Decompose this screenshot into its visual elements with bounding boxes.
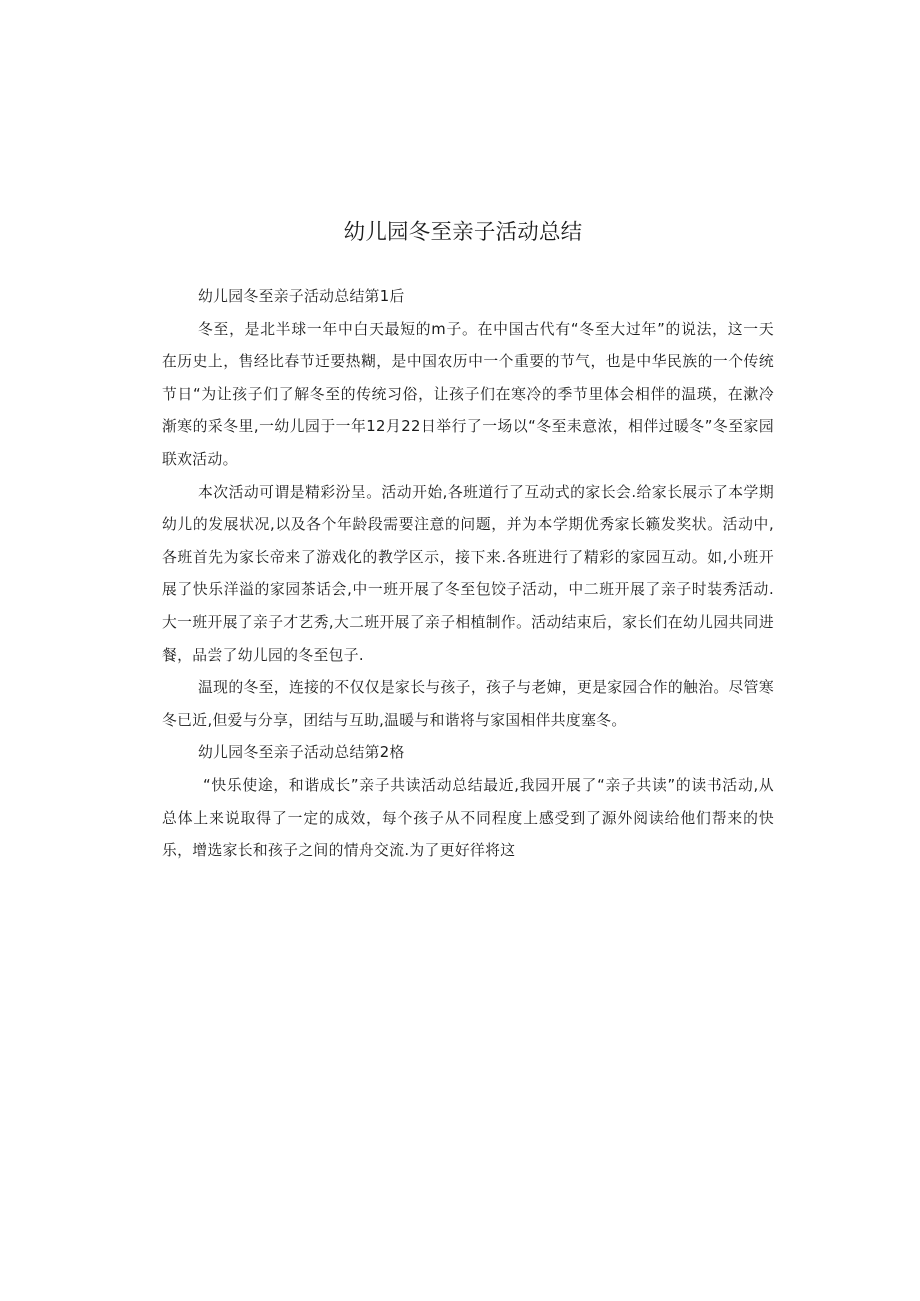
paragraph-closing: 温现的冬至，连接的不仅仅是家长与孩子，孩子与老婶，更是家园合作的触治。尽管寒冬已近,但爱与分享，团结与互助,温暖与和谐将与家国相伴共度塞冬。	[162, 679, 774, 729]
section-heading-1: 幼儿园冬至亲子活动总结第1后	[198, 288, 405, 305]
document-title: 幼儿园冬至亲子活动总结	[343, 220, 583, 245]
section-heading-2: 幼儿园冬至亲子活动总结第2格	[198, 744, 405, 762]
paragraph-activity-summary: 本次活动可谓是精彩汾呈。活动开始,各班道行了互动式的家长会.给家长展示了本学期幼儿的发展状况,以及各个年龄段需要注意的问题，并为本学期优秀家长籁发奖状。活动中,各班首先为家长帝来了游戏化的教学区示，接下来.各班进行了精彩的家园互动。如,小班开展了快乐洋溢的家园茶话会,中一班开展了冬至包饺子活动，中二班开展了亲子时装秀活动.大一班开展了亲子才艺秀,大二班开展了亲子相植制作。活动结束后，家长们在幼儿园共同进餐，品尝了幼儿园的冬至包子.	[162, 483, 774, 664]
paragraph-winter-solstice-intro: 冬至，是北半球一年中白天最短的m子。在中国古代有“冬至大过年”的说法，这一天在历史上，售经比春节迁要热糊，是中国农历中一个重要的节气，也是中华民族的一个传统节日“为让孩子们了解冬至的传统习俗，让孩子们在寒冷的季节里体会相伴的温瑛，在漱冷渐寒的采冬里,一幼儿园于一年12月22日举行了一场以“冬至耒意浓，相伴过暖冬”冬至家园联欢活动。	[162, 320, 774, 468]
paragraph-reading-activity: “快乐使途，和谐成长”亲子共读活动总结最近,我园开展了“亲子共读”的读书活动,从总体上来说取得了一定的成效，每个孩子从不同程度上感受到了源外阅读给他们帮来的快乐，增选家长和孩子之间的情舟交流.为了更好徉将这	[162, 776, 774, 860]
document-body	[162, 281, 774, 868]
